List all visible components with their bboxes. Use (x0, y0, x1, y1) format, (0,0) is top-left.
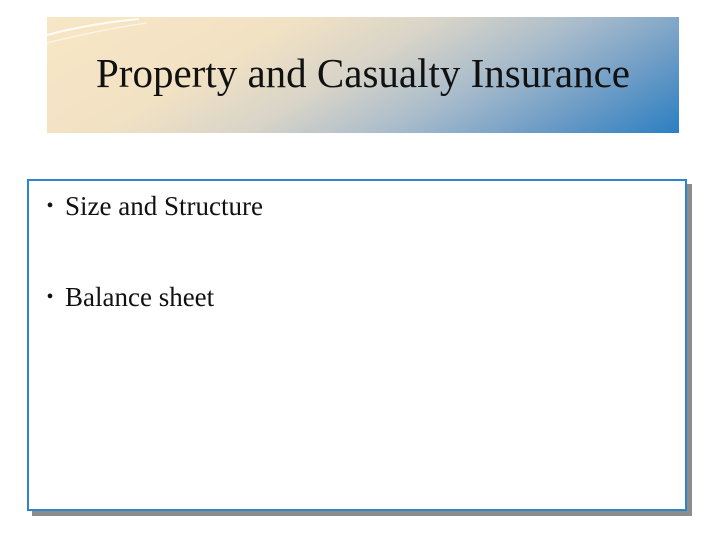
bullet-marker: • (46, 286, 54, 308)
bullet-item (35, 281, 214, 313)
bullet-text: Size and Structure (65, 191, 263, 221)
bullet-marker: • (46, 195, 54, 217)
content-box (27, 179, 687, 511)
bullet-item (35, 190, 263, 222)
slide-title: Property and Casualty Insurance (96, 50, 630, 96)
bullet-text: Balance sheet (65, 282, 215, 312)
title-banner (47, 17, 679, 133)
